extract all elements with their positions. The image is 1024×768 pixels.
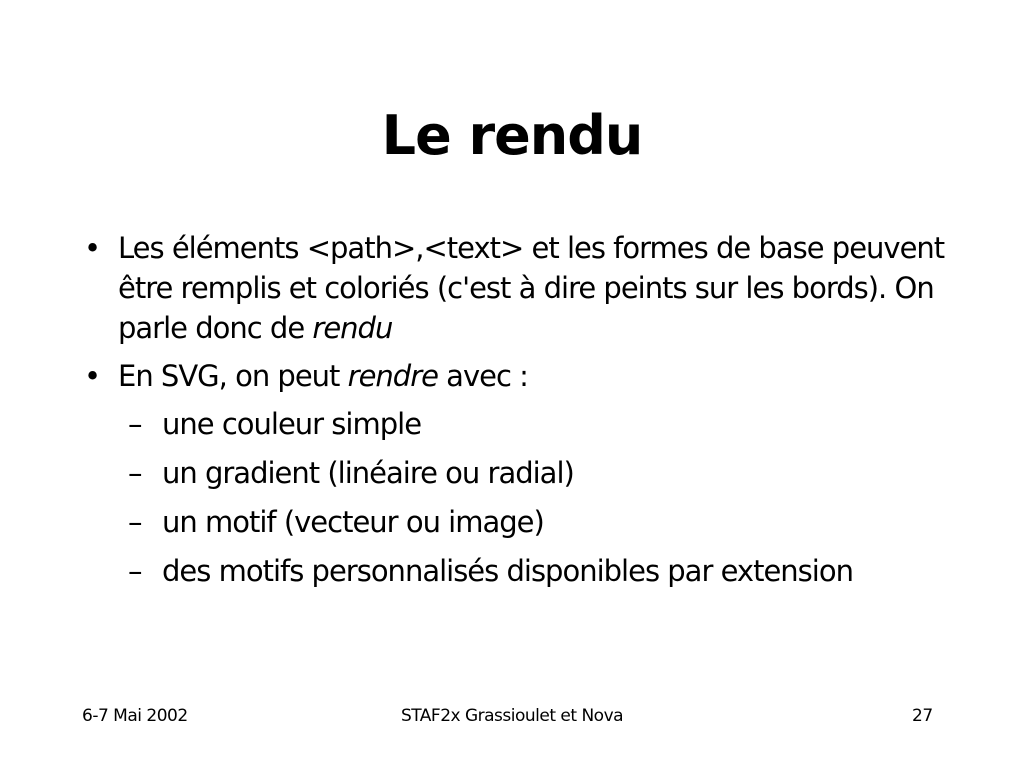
sub-item-marker: – bbox=[128, 554, 142, 588]
bullet-text: Les éléments <path>,<text> et les formes de base peuvent être remplis et coloriés (c'est à dire peints sur les bords). On parle donc de bbox=[118, 231, 945, 345]
sub-item-pattern bbox=[82, 502, 962, 542]
bullet-text-after: avec : bbox=[437, 359, 528, 393]
slide-body bbox=[82, 228, 962, 600]
sub-item-text: une couleur simple bbox=[162, 407, 422, 441]
sub-item-text: un motif (vecteur ou image) bbox=[162, 505, 544, 539]
sub-item-text: des motifs personnalisés disponibles par extension bbox=[162, 554, 853, 588]
bullet-emphasis: rendu bbox=[312, 311, 393, 345]
slide-title: Le rendu bbox=[381, 104, 643, 167]
sub-item-text: un gradient (linéaire ou radial) bbox=[162, 456, 574, 490]
sub-item-custom-patterns bbox=[82, 551, 962, 591]
footer-page-number: 27 bbox=[912, 706, 933, 726]
bullet-item-rendering-elements bbox=[82, 228, 962, 348]
footer-date: 6-7 Mai 2002 bbox=[82, 706, 188, 726]
bullet-marker: • bbox=[84, 359, 101, 393]
sub-item-gradient bbox=[82, 453, 962, 493]
bullet-item-svg-render bbox=[82, 356, 962, 396]
sub-item-marker: – bbox=[128, 407, 142, 441]
sub-item-marker: – bbox=[128, 505, 142, 539]
bullet-marker: • bbox=[84, 231, 101, 265]
sub-item-simple-color bbox=[82, 404, 962, 444]
bullet-text: En SVG, on peut bbox=[118, 359, 348, 393]
sub-item-marker: – bbox=[128, 456, 142, 490]
footer-event: STAF2x Grassioulet et Nova bbox=[400, 706, 624, 726]
bullet-emphasis: rendre bbox=[347, 359, 438, 393]
